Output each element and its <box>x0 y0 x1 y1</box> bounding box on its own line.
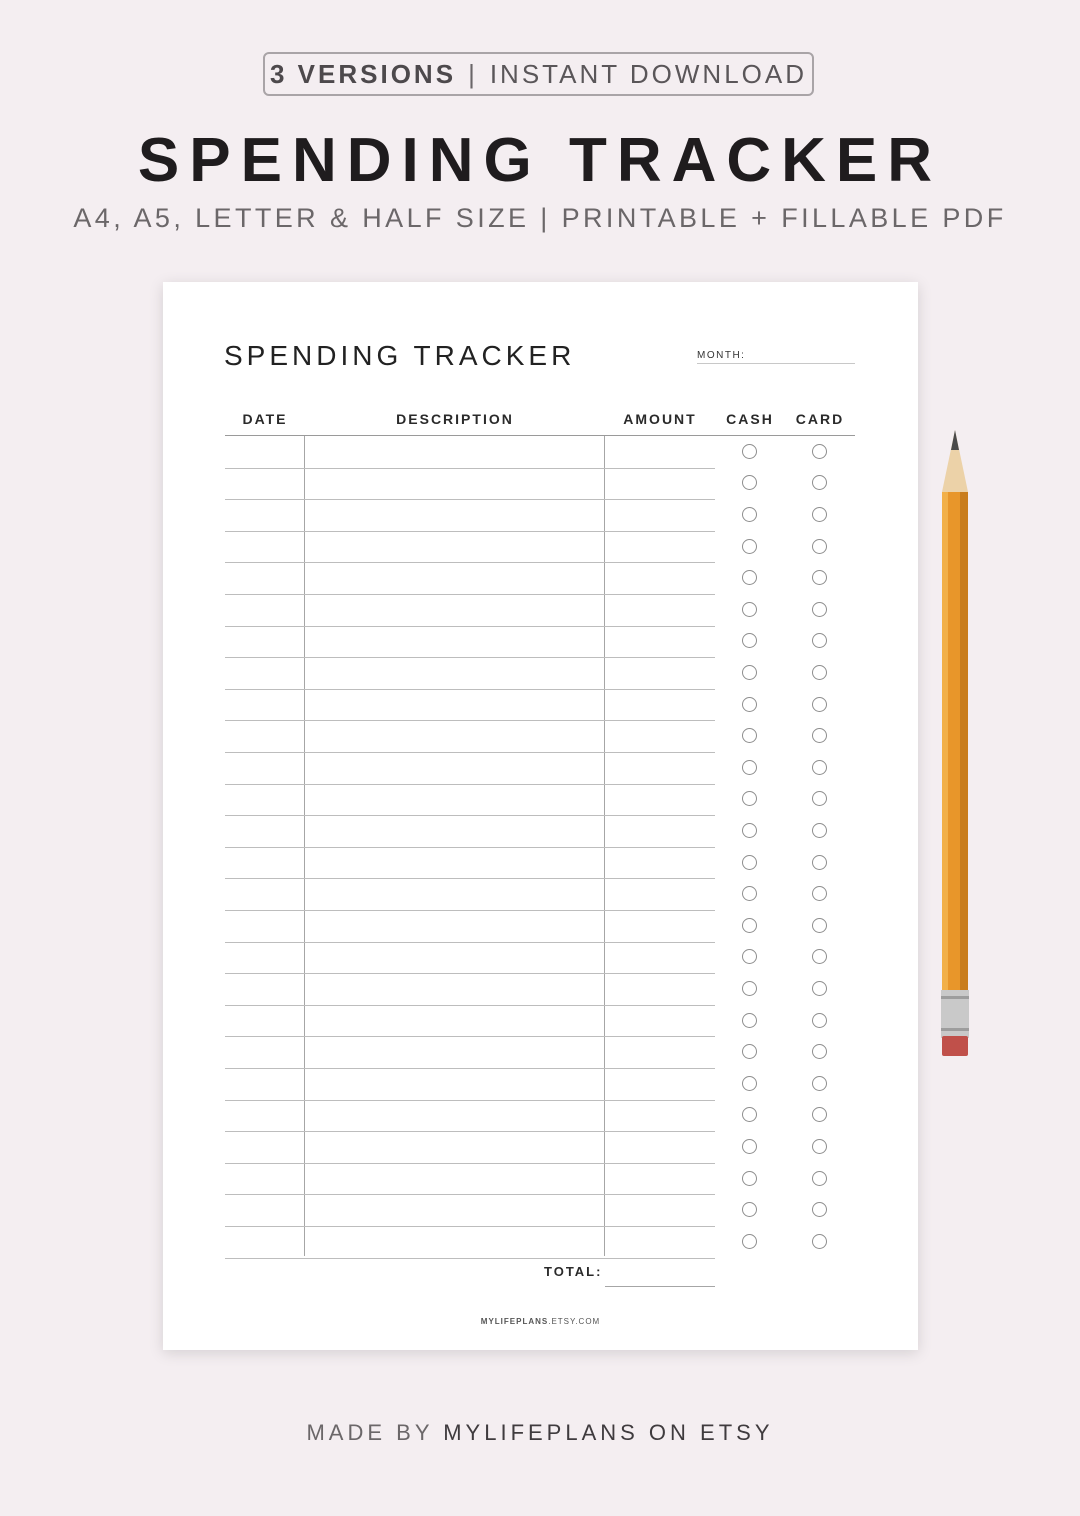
row-divider <box>225 847 715 848</box>
row-divider <box>225 1194 715 1195</box>
card-checkbox[interactable] <box>812 1234 827 1249</box>
cash-checkbox[interactable] <box>742 665 757 680</box>
card-checkbox[interactable] <box>812 791 827 806</box>
footer-shop: MYLIFEPLANS <box>480 1317 549 1326</box>
card-checkbox[interactable] <box>812 1202 827 1217</box>
cash-checkbox[interactable] <box>742 444 757 459</box>
page-title: SPENDING TRACKER <box>137 126 943 195</box>
month-label: MONTH: <box>697 350 746 361</box>
row-divider <box>225 1100 715 1101</box>
card-checkbox[interactable] <box>812 507 827 522</box>
cash-checkbox[interactable] <box>742 602 757 617</box>
row-divider <box>225 878 715 879</box>
cash-checkbox[interactable] <box>742 855 757 870</box>
card-checkbox[interactable] <box>812 444 827 459</box>
column-description: DESCRIPTION <box>396 411 514 427</box>
cash-checkbox[interactable] <box>742 1202 757 1217</box>
card-checkbox[interactable] <box>812 1139 827 1154</box>
header-divider <box>225 435 855 436</box>
row-divider <box>225 1068 715 1069</box>
card-checkbox[interactable] <box>812 918 827 933</box>
banner-badge <box>263 52 814 96</box>
row-divider <box>225 752 715 753</box>
card-checkbox[interactable] <box>812 1013 827 1028</box>
row-divider <box>225 594 715 595</box>
cash-checkbox[interactable] <box>742 475 757 490</box>
page-subtitle: A4, A5, LETTER & HALF SIZE | PRINTABLE + FILLABLE PDF <box>73 203 1007 233</box>
row-divider <box>225 562 715 563</box>
card-checkbox[interactable] <box>812 886 827 901</box>
column-date: DATE <box>242 411 288 427</box>
row-divider <box>225 784 715 785</box>
row-divider <box>225 1226 715 1227</box>
row-divider <box>225 942 715 943</box>
cash-checkbox[interactable] <box>742 1139 757 1154</box>
download-text: INSTANT DOWNLOAD <box>489 58 807 89</box>
row-divider <box>225 1258 715 1259</box>
cash-checkbox[interactable] <box>742 539 757 554</box>
card-checkbox[interactable] <box>812 949 827 964</box>
row-divider <box>225 531 715 532</box>
cash-checkbox[interactable] <box>742 1044 757 1059</box>
total-field[interactable] <box>605 1286 715 1287</box>
card-checkbox[interactable] <box>812 633 827 648</box>
made-by-shop: MYLIFEPLANS ON ETSY <box>443 1420 774 1445</box>
cash-checkbox[interactable] <box>742 1013 757 1028</box>
cash-checkbox[interactable] <box>742 1107 757 1122</box>
row-divider <box>225 910 715 911</box>
card-checkbox[interactable] <box>812 1076 827 1091</box>
cash-checkbox[interactable] <box>742 981 757 996</box>
sheet-title: SPENDING TRACKER <box>224 340 576 371</box>
row-divider <box>225 720 715 721</box>
card-checkbox[interactable] <box>812 855 827 870</box>
tracker-sheet <box>163 282 918 1350</box>
cash-checkbox[interactable] <box>742 791 757 806</box>
cash-checkbox[interactable] <box>742 1171 757 1186</box>
card-checkbox[interactable] <box>812 665 827 680</box>
made-by-footer <box>0 1420 1080 1446</box>
row-divider <box>225 1036 715 1037</box>
column-cash: CASH <box>726 411 774 427</box>
cash-checkbox[interactable] <box>742 697 757 712</box>
card-checkbox[interactable] <box>812 1107 827 1122</box>
column-amount: AMOUNT <box>623 411 697 427</box>
card-checkbox[interactable] <box>812 539 827 554</box>
card-checkbox[interactable] <box>812 823 827 838</box>
card-checkbox[interactable] <box>812 570 827 585</box>
row-divider <box>225 815 715 816</box>
cash-checkbox[interactable] <box>742 918 757 933</box>
sheet-footer <box>163 1317 918 1326</box>
card-checkbox[interactable] <box>812 760 827 775</box>
row-divider <box>225 657 715 658</box>
card-checkbox[interactable] <box>812 1044 827 1059</box>
row-divider <box>225 499 715 500</box>
cash-checkbox[interactable] <box>742 728 757 743</box>
row-divider <box>225 973 715 974</box>
row-divider <box>225 1163 715 1164</box>
card-checkbox[interactable] <box>812 475 827 490</box>
pencil-icon <box>940 430 970 1060</box>
row-divider <box>225 689 715 690</box>
versions-text: 3 VERSIONS <box>270 58 457 89</box>
cash-checkbox[interactable] <box>742 507 757 522</box>
cash-checkbox[interactable] <box>742 886 757 901</box>
cash-checkbox[interactable] <box>742 760 757 775</box>
cash-checkbox[interactable] <box>742 570 757 585</box>
total-label: TOTAL: <box>544 1264 603 1279</box>
card-checkbox[interactable] <box>812 981 827 996</box>
column-card: CARD <box>795 411 845 427</box>
card-checkbox[interactable] <box>812 1171 827 1186</box>
card-checkbox[interactable] <box>812 728 827 743</box>
row-divider <box>225 1005 715 1006</box>
cash-checkbox[interactable] <box>742 823 757 838</box>
made-by-prefix: MADE BY <box>306 1420 434 1445</box>
cash-checkbox[interactable] <box>742 1076 757 1091</box>
card-checkbox[interactable] <box>812 697 827 712</box>
cash-checkbox[interactable] <box>742 1234 757 1249</box>
card-checkbox[interactable] <box>812 602 827 617</box>
row-divider <box>225 1131 715 1132</box>
cash-checkbox[interactable] <box>742 949 757 964</box>
banner-separator: | <box>468 58 478 89</box>
row-divider <box>225 468 715 469</box>
cash-checkbox[interactable] <box>742 633 757 648</box>
footer-domain: .ETSY.COM <box>548 1317 601 1326</box>
month-field[interactable] <box>697 363 855 364</box>
row-divider <box>225 626 715 627</box>
